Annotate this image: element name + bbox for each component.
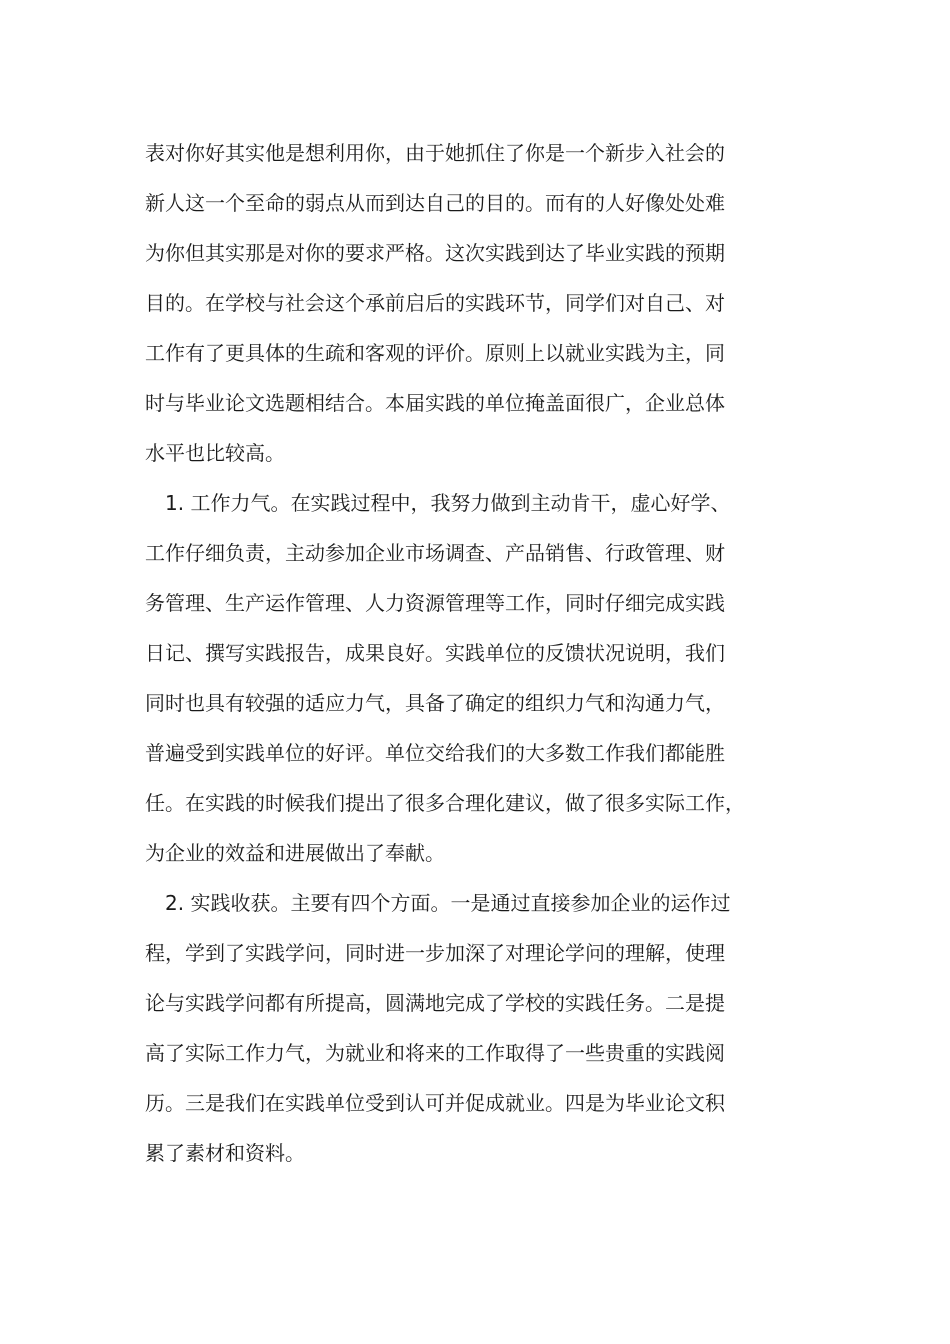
text-line: 目的。在学校与社会这个承前启后的实践环节，同学们对自己、对 [145,291,725,315]
text-line-numbered: 1. 工作力气。在实践过程中，我努力做到主动肯干，虚心好学、 [165,491,731,515]
text-line: 日记、撰写实践报告，成果良好。实践单位的反馈状况说明，我们 [145,641,725,665]
paragraph-2-work-ability [145,478,810,878]
text-line: 为你但其实那是对你的要求严格。这次实践到达了毕业实践的预期 [145,241,725,265]
text-line: 同时也具有较强的适应力气，具备了确定的组织力气和沟通力气， [145,691,725,715]
text-line: 工作仔细负责，主动参加企业市场调查、产品销售、行政管理、财 [145,541,725,565]
text-line: 时与毕业论文选题相结合。本届实践的单位掩盖面很广，企业总体 [145,391,725,415]
text-line: 为企业的效益和进展做出了奉献。 [145,841,445,865]
text-line: 新人这一个至命的弱点从而到达自己的目的。而有的人好像处处难 [145,191,725,215]
text-line: 论与实践学问都有所提高，圆满地完成了学校的实践任务。二是提 [145,991,725,1015]
text-line: 任。在实践的时候我们提出了很多合理化建议，做了很多实际工作， [145,791,745,815]
paragraph-1 [145,128,810,478]
text-line: 普遍受到实践单位的好评。单位交给我们的大多数工作我们都能胜 [145,741,725,765]
text-line: 累了素材和资料。 [145,1141,305,1165]
text-line: 工作有了更具体的生疏和客观的评价。原则上以就业实践为主，同 [145,341,725,365]
text-line: 程，学到了实践学问，同时进一步加深了对理论学问的理解，使理 [145,941,725,965]
paragraph-3-practice-gains [145,878,810,1178]
text-line: 水平也比较高。 [145,441,285,465]
text-line: 务管理、生产运作管理、人力资源管理等工作，同时仔细完成实践 [145,591,725,615]
text-line: 高了实际工作力气，为就业和将来的工作取得了一些贵重的实践阅 [145,1041,725,1065]
document-body [145,128,810,1178]
text-line-numbered: 2. 实践收获。主要有四个方面。一是通过直接参加企业的运作过 [165,891,731,915]
text-line: 表对你好其实他是想利用你，由于她抓住了你是一个新步入社会的 [145,141,725,165]
text-line: 历。三是我们在实践单位受到认可并促成就业。四是为毕业论文积 [145,1091,725,1115]
